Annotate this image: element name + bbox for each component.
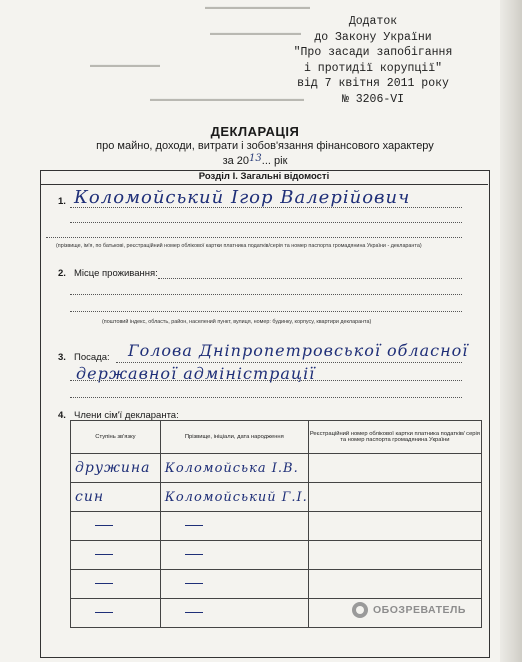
table-row xyxy=(71,570,482,599)
fill-line xyxy=(70,397,462,398)
section-title: Розділ I. Загальні відомості xyxy=(40,170,488,185)
year-suffix: ... рік xyxy=(261,155,288,167)
tax-number-cell xyxy=(308,454,481,483)
field-hint: (прізвище, ім'я, по батькові, реєстраційний номер облікової картки платника податків/серія та номер паспорта громадянина України - декларанта) xyxy=(56,243,422,249)
member-name-cell: Коломойська І.В. xyxy=(164,461,299,476)
appendix-line: і протидії корупції" xyxy=(303,61,443,75)
obozrevatel-logo-icon xyxy=(352,602,368,618)
fill-line xyxy=(116,362,462,363)
bleed-through: ▬▬▬▬▬▬▬▬▬▬▬▬▬▬▬▬▬▬▬▬▬▬ xyxy=(150,96,304,103)
table-header-row xyxy=(71,421,482,454)
fill-line xyxy=(46,237,462,238)
column-header: Реєстраційний номер облікової картки платника податків/ серія та номер паспорта громадянина України xyxy=(308,421,481,454)
item-number: 4. xyxy=(58,410,66,421)
appendix-line: до Закону України xyxy=(314,30,432,44)
fill-line xyxy=(70,311,462,312)
tax-number-cell xyxy=(308,483,481,512)
fill-line xyxy=(158,278,462,279)
table-row xyxy=(71,541,482,570)
column-header: Ступінь зв'язку xyxy=(71,421,161,454)
dash-mark xyxy=(95,583,113,584)
table-row xyxy=(71,483,482,512)
family-members-table xyxy=(70,420,482,628)
law-appendix-note xyxy=(248,14,498,107)
fill-line xyxy=(70,380,462,381)
bleed-through: ▬▬▬▬▬▬▬▬▬▬ xyxy=(90,62,160,69)
appendix-line: "Про засади запобігання xyxy=(293,46,453,59)
family-members-label: Члени сім'ї декларанта: xyxy=(74,410,179,421)
watermark-text: ОБОЗРЕВАТЕЛЬ xyxy=(373,604,466,616)
year-prefix: за 20 xyxy=(222,155,250,167)
dash-mark xyxy=(95,525,113,526)
fill-line xyxy=(70,294,462,295)
bleed-through: ▬▬▬▬▬▬▬▬▬▬▬▬▬ xyxy=(210,30,301,37)
table-row xyxy=(71,512,482,541)
appendix-line: № 3206-VI xyxy=(341,92,405,106)
relation-cell: дружина xyxy=(75,460,151,476)
member-name-cell: Коломойський Г.І. xyxy=(164,490,308,505)
document-subtitle: про майно, доходи, витрати і зобов'язання фінансового характеру xyxy=(96,140,434,152)
scan-edge xyxy=(500,0,522,662)
dash-mark xyxy=(95,554,113,555)
item-number: 3. xyxy=(58,352,66,363)
watermark xyxy=(352,602,466,618)
year-handwritten: 13 xyxy=(249,153,262,164)
reporting-year xyxy=(0,153,510,167)
table-row xyxy=(71,454,482,483)
item-number: 1. xyxy=(58,196,66,207)
bleed-through: ▬▬▬▬▬▬▬▬▬▬▬▬▬▬▬ xyxy=(205,4,310,11)
item-number: 2. xyxy=(58,268,66,279)
position-label: Посада: xyxy=(74,352,110,363)
residence-label: Місце проживання: xyxy=(74,268,158,279)
dash-mark xyxy=(185,612,203,613)
dash-mark xyxy=(185,583,203,584)
fill-line xyxy=(70,207,462,208)
dash-mark xyxy=(185,554,203,555)
fill-line xyxy=(70,222,462,223)
appendix-line: від 7 квітня 2011 року xyxy=(297,77,449,90)
appendix-line: Додаток xyxy=(348,15,398,28)
dash-mark xyxy=(95,612,113,613)
dash-mark xyxy=(185,525,203,526)
declarant-name-handwritten: Коломойський Ігор Валерійович xyxy=(74,187,411,208)
field-hint: (поштовий індекс, область, район, населений пункт, вулиця, номер: будинку, корпусу, квартири декларанта) xyxy=(102,319,372,325)
relation-cell: син xyxy=(75,489,105,505)
column-header: Прізвище, ініціали, дата народження xyxy=(160,421,308,454)
position-handwritten-line2: державної адміністрації xyxy=(76,364,316,383)
document-title: ДЕКЛАРАЦІЯ xyxy=(210,124,300,139)
position-handwritten-line1: Голова Дніпропетровської обласної xyxy=(128,341,469,360)
